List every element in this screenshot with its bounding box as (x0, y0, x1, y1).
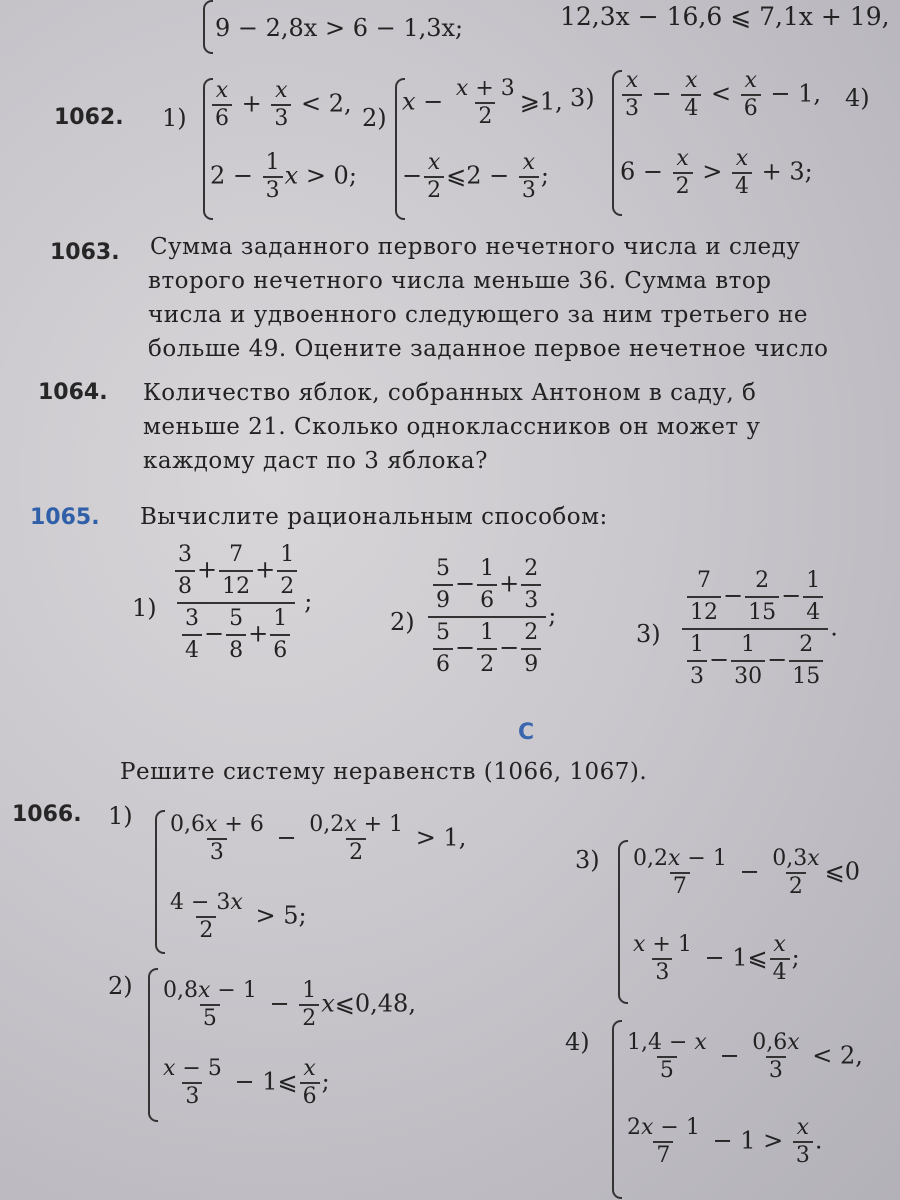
text-line: числа и удвоенного следующего за ним третьего не (148, 302, 809, 328)
inequality: $\frac{0,2x - 1}{7}$ − $\frac{0,3x}{2}$ ⩽0 (633, 846, 861, 899)
system-brace (612, 1020, 622, 1199)
problem-number-1064: 1064. (38, 380, 108, 405)
top-inequality-left: 9 − 2,8x > 6 − 1,3x; (215, 14, 464, 42)
item-label: 4) (845, 84, 870, 112)
text-line: меньше 21. Сколько одноклассников он может у (143, 414, 761, 440)
item-label: 2) (362, 104, 387, 132)
inequality: $\frac{2x - 1}{7}$ − 1 > $\frac{x}{3}$ . (627, 1115, 823, 1168)
compound-fraction: $\frac{7}{12}$ − $\frac{2}{15}$ − $\frac{1}{4}$ $\frac{1}{3}$ − $\frac{1}{30}$ − $\frac{2}{15}$ . (680, 566, 838, 692)
item-label: 2) (108, 972, 133, 1000)
item-label: 3) (636, 620, 661, 648)
problem-number-1065: 1065. (30, 505, 100, 530)
inequality: $\frac{x}{6}$ + $\frac{x}{3}$ < 2, (210, 78, 352, 132)
item-label: 4) (565, 1028, 590, 1056)
item-label: 2) (390, 608, 415, 636)
compound-fraction: $\frac{3}{8}$ + $\frac{7}{12}$ + $\frac{1}{2}$ $\frac{3}{4}$ − $\frac{5}{8}$ + $\frac{1}{6}$ ; (168, 540, 312, 666)
inequality: $\frac{1,4 - x}{5}$ − $\frac{0,6x}{3}$ < 2, (627, 1030, 863, 1083)
inequality: $\frac{4 - 3x}{2}$ > 5; (170, 890, 307, 943)
problem-number-1062: 1062. (54, 105, 124, 130)
inequality: $\frac{0,8x - 1}{5}$ − $\frac{1}{2}$ x⩽0,48, (163, 978, 416, 1031)
problem-number-1066: 1066. (12, 802, 82, 827)
inequality: $\frac{x}{3}$ − $\frac{x}{4}$ < $\frac{x}{6}$ − 1, (620, 68, 821, 122)
system-brace (148, 968, 158, 1122)
item-label: 1) (108, 802, 133, 830)
text-line: больше 49. Оцените заданное первое нечетное число (148, 336, 829, 362)
instruction: Решите систему неравенств (1066, 1067). (120, 759, 648, 785)
inequality: 2 − $\frac{1}{3}$ x > 0; (210, 150, 357, 203)
system-brace (155, 810, 165, 954)
text-line: Сумма заданного первого нечетного числа и следу (150, 234, 801, 260)
problem-title: Вычислите рациональным способом: (140, 504, 608, 530)
inequality: $\frac{0,6x + 6}{3}$ − $\frac{0,2x + 1}{2}$ > 1, (170, 812, 467, 865)
section-letter: C (518, 720, 535, 745)
text-line: каждому даст по 3 яблока? (143, 448, 488, 474)
inequality: x − $\frac{x + 3}{2}$ ⩾1, (402, 76, 563, 129)
system-brace (618, 840, 628, 1004)
inequality: $\frac{x + 1}{3}$ − 1⩽ $\frac{x}{4}$ ; (633, 932, 800, 985)
system-brace (203, 0, 213, 54)
problem-number-1063: 1063. (50, 240, 120, 265)
text-line: второго нечетного числа меньше 36. Сумма втор (148, 268, 772, 294)
item-label: 3) (575, 846, 600, 874)
item-label: 1) (132, 594, 157, 622)
text-line: Количество яблок, собранных Антоном в саду, б (143, 380, 757, 406)
inequality: $\frac{x - 5}{3}$ − 1⩽ $\frac{x}{6}$ ; (163, 1056, 330, 1109)
compound-fraction: $\frac{5}{9}$ − $\frac{1}{6}$ + $\frac{2}{3}$ $\frac{5}{6}$ − $\frac{1}{2}$ − $\frac{2}{9}$ ; (426, 554, 556, 680)
inequality: − $\frac{x}{2}$ ⩽2 − $\frac{x}{3}$ ; (402, 150, 549, 203)
item-label: 1) (162, 104, 187, 132)
item-label: 3) (570, 84, 595, 112)
inequality: 6 − $\frac{x}{2}$ > $\frac{x}{4}$ + 3; (620, 146, 813, 199)
top-inequality-right: 12,3x − 16,6 ⩽ 7,1x + 19, (560, 2, 890, 31)
